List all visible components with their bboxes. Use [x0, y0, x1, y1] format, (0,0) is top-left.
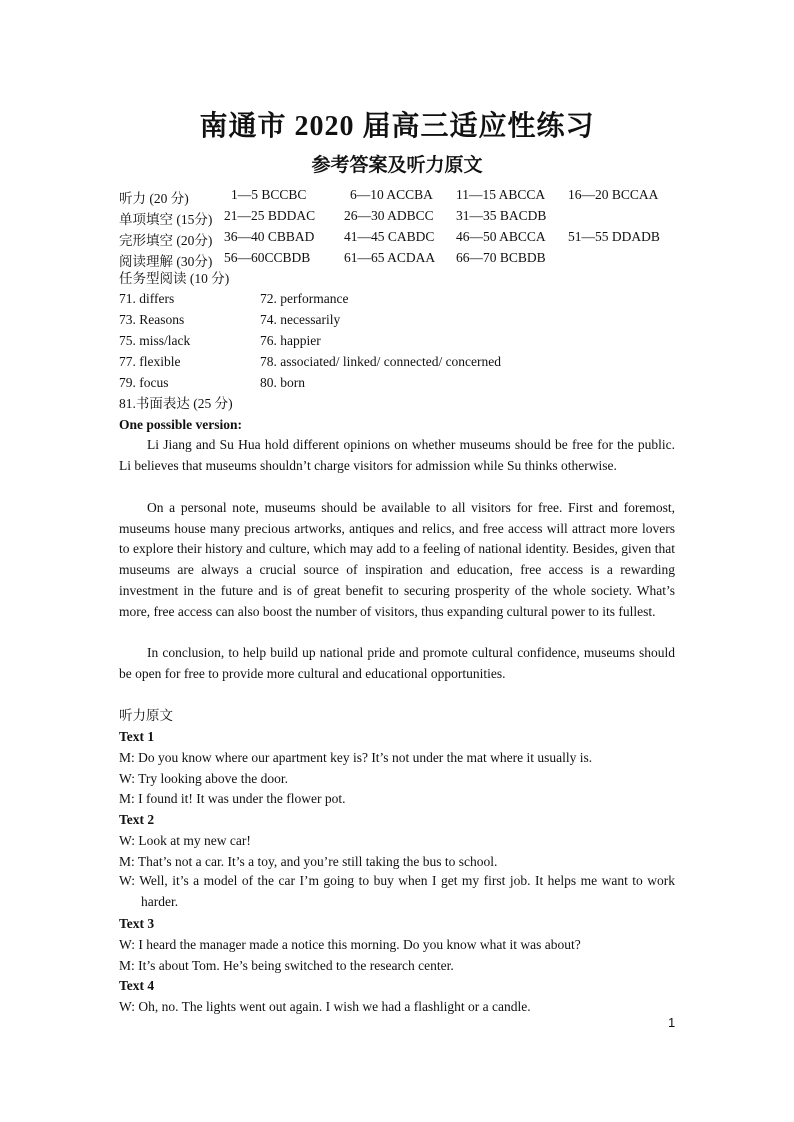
- transcript-line: M: Do you know where our apartment key is? It’s not under the mat where it usually is.: [119, 750, 593, 765]
- answer-label: 单项填空 (15分): [119, 212, 213, 227]
- task-reading-label: 任务型阅读 (10 分): [119, 271, 230, 286]
- answer-group: 41—45 CABDC: [344, 229, 435, 244]
- answer-label: 完形填空 (20分): [119, 233, 213, 248]
- answer-group: 36—40 CBBAD: [224, 229, 315, 244]
- essay-paragraph: In conclusion, to help build up national pride and promote cultural confidence, museums should be open for free to provide more cultural and educational opportunities.: [119, 645, 675, 681]
- answer-group: 1—5 BCCBC: [231, 187, 307, 202]
- answer-group: 31—35 BACDB: [456, 208, 547, 223]
- transcript-line: W: Look at my new car!: [119, 833, 251, 848]
- answer-label: 阅读理解 (30分): [119, 254, 213, 269]
- answer-group: 16—20 BCCAA: [568, 187, 659, 202]
- task-answer: 74. necessarily: [260, 312, 341, 327]
- answer-group: 46—50 ABCCA: [456, 229, 546, 244]
- writing-label: 81.书面表达 (25 分): [119, 396, 233, 411]
- transcript-line: W: I heard the manager made a notice this morning. Do you know what it was about?: [119, 937, 581, 952]
- answer-group: 66—70 BCBDB: [456, 250, 546, 265]
- page-number: 1: [668, 1015, 676, 1030]
- text-title: Text 1: [119, 729, 155, 744]
- answer-group: 56—60CCBDB: [224, 250, 311, 265]
- task-answer: 78. associated/ linked/ connected/ concerned: [260, 354, 502, 369]
- essay-paragraph: On a personal note, museums should be available to all visitors for free. First and foremost, museums house many precious artworks, antiques and relics, and free access will attract more lovers to explore their history and culture, which may add to a feeling of national identity. Besides, given that museums are always a crucial source of inspiration and education, free access is a rewarding investment in the future and is of great benefit to securing prosperity of the whole society. What’s more, free access can also boost the number of visitors, thus expanding cultural power to its fullest.: [119, 500, 675, 619]
- answer-group: 6—10 ACCBA: [350, 187, 433, 202]
- task-answer: 73. Reasons: [119, 312, 185, 327]
- answer-label: 听力 (20 分): [119, 191, 189, 206]
- transcript-line: W: Oh, no. The lights went out again. I wish we had a flashlight or a candle.: [119, 999, 531, 1014]
- task-answer: 80. born: [260, 375, 305, 390]
- transcript-line: W: Well, it’s a model of the car I’m going to buy when I get my first job. It helps me want to work harder.: [119, 873, 675, 909]
- page-subtitle: 参考答案及听力原文: [311, 155, 483, 176]
- answer-group: 26—30 ADBCC: [344, 208, 434, 223]
- answer-group: 21—25 BDDAC: [224, 208, 316, 223]
- task-answer: 72. performance: [260, 291, 349, 306]
- transcript-line: M: It’s about Tom. He’s being switched to the research center.: [119, 958, 454, 973]
- text-title: Text 4: [119, 978, 155, 993]
- answer-group: 11—15 ABCCA: [456, 187, 546, 202]
- transcript-line: M: I found it! It was under the flower pot.: [119, 791, 346, 806]
- task-answer: 71. differs: [119, 291, 175, 306]
- version-heading: One possible version:: [119, 417, 243, 432]
- task-answer: 77. flexible: [119, 354, 181, 369]
- answer-group: 61—65 ACDAA: [344, 250, 436, 265]
- answer-group: 51—55 DDADB: [568, 229, 660, 244]
- listening-heading: 听力原文: [119, 708, 173, 723]
- task-answer: 76. happier: [260, 333, 321, 348]
- transcript-line: M: That’s not a car. It’s a toy, and you’re still taking the bus to school.: [119, 854, 498, 869]
- page-title: 南通市 2020 届高三适应性练习: [199, 111, 595, 142]
- text-title: Text 3: [119, 916, 155, 931]
- task-answer: 75. miss/lack: [119, 333, 191, 348]
- text-title: Text 2: [119, 812, 155, 827]
- task-answer: 79. focus: [119, 375, 169, 390]
- essay-paragraph: Li Jiang and Su Hua hold different opinions on whether museums should be free for the public. Li believes that museums shouldn’t charge visitors for admission while Su thinks otherwise.: [119, 437, 675, 473]
- transcript-line: W: Try looking above the door.: [119, 771, 288, 786]
